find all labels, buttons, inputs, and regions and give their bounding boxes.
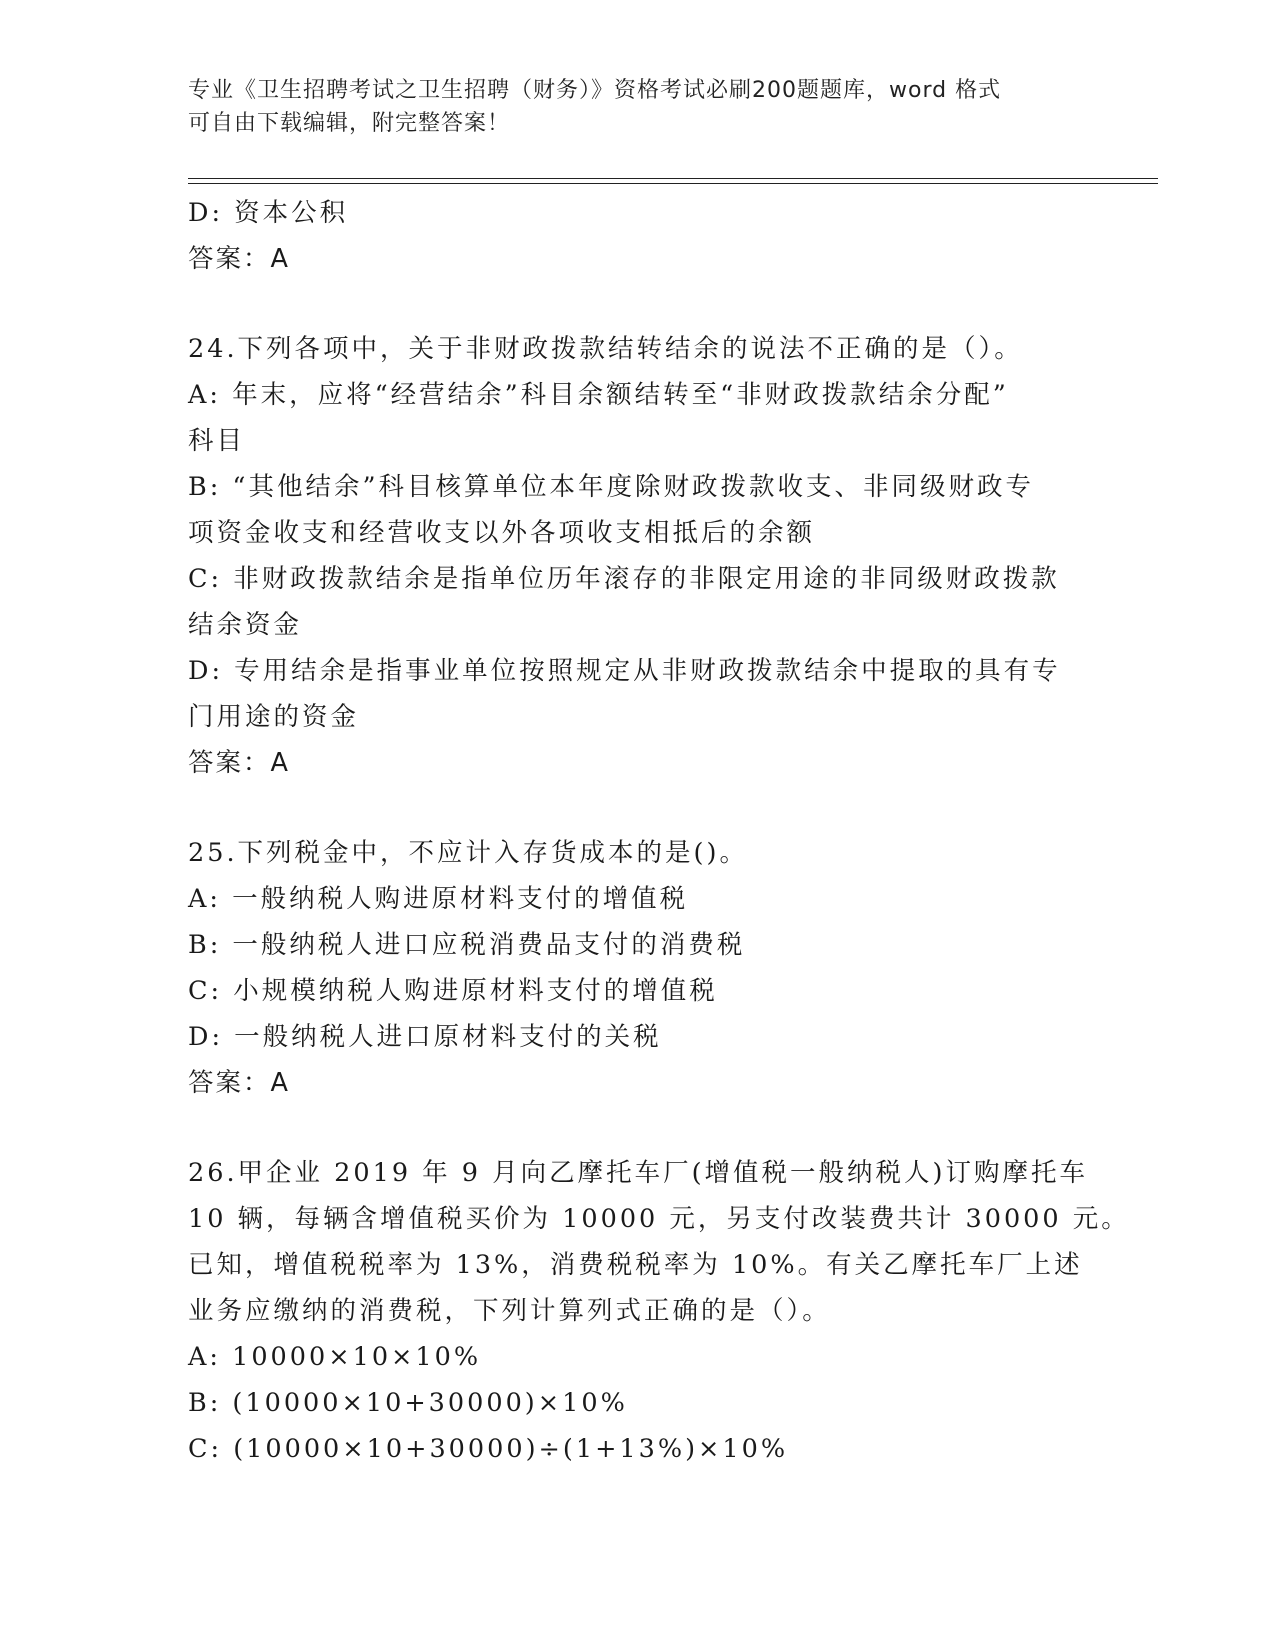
option-d: D: 一般纳税人进口原材料支付的关税 (188, 1022, 662, 1052)
question-stem: 25.下列税金中，不应计入存货成本的是()。 (188, 838, 748, 868)
header-line-2: 可自由下载编辑，附完整答案！ (188, 111, 511, 136)
header-divider-top (188, 178, 1158, 179)
header-divider-bottom (188, 183, 1158, 184)
answer-line: 答案：A (188, 244, 290, 274)
option-d: D: 资本公积 (188, 198, 349, 228)
question-stem-continued: 业务应缴纳的消费税，下列计算列式正确的是（）。 (188, 1296, 831, 1326)
option-a-continued: 科目 (188, 426, 246, 456)
question-content (188, 190, 1130, 1472)
option-c: C: 小规模纳税人购进原材料支付的增值税 (188, 976, 718, 1006)
option-b: B: 一般纳税人进口应税消费品支付的消费税 (188, 930, 746, 960)
option-c: C: (10000×10+30000)÷(1+13%)×10% (188, 1434, 789, 1464)
header-line-1: 专业《卫生招聘考试之卫生招聘（财务）》资格考试必刷200题题库，word 格式 (188, 78, 1002, 103)
answer-line: 答案：A (188, 748, 290, 778)
option-a: A: 10000×10×10% (188, 1342, 482, 1372)
previous-question-tail (188, 190, 1078, 282)
option-d: D: 专用结余是指事业单位按照规定从非财政拨款结余中提取的具有专 (188, 656, 1061, 686)
document-header (188, 74, 1068, 140)
question-stem-continued: 10 辆，每辆含增值税买价为 10000 元，另支付改装费共计 30000 元。 (188, 1204, 1130, 1234)
question-26 (188, 1150, 1130, 1472)
question-stem-continued: 已知，增值税税率为 13%，消费税税率为 10%。有关乙摩托车厂上述 (188, 1250, 1083, 1280)
question-24 (188, 326, 1078, 786)
option-b: B: “其他结余”科目核算单位本年度除财政拨款收支、非同级财政专 (188, 472, 1035, 502)
option-b: B: (10000×10+30000)×10% (188, 1388, 628, 1418)
question-stem: 26.甲企业 2019 年 9 月向乙摩托车厂(增值税一般纳税人)订购摩托车 (188, 1158, 1088, 1188)
option-b-continued: 项资金收支和经营收支以外各项收支相抵后的余额 (188, 518, 816, 548)
option-a: A: 一般纳税人购进原材料支付的增值税 (188, 884, 689, 914)
option-c: C: 非财政拨款结余是指单位历年滚存的非限定用途的非同级财政拨款 (188, 564, 1060, 594)
question-25 (188, 830, 1078, 1106)
option-d-continued: 门用途的资金 (188, 702, 360, 732)
spacer (188, 282, 1078, 326)
option-a: A: 年末，应将“经营结余”科目余额结转至“非财政拨款结余分配” (188, 380, 1009, 410)
spacer (188, 1106, 1078, 1150)
option-c-continued: 结余资金 (188, 610, 303, 640)
answer-line: 答案：A (188, 1068, 290, 1098)
question-stem: 24.下列各项中，关于非财政拨款结转结余的说法不正确的是（）。 (188, 334, 1023, 364)
spacer (188, 786, 1078, 830)
